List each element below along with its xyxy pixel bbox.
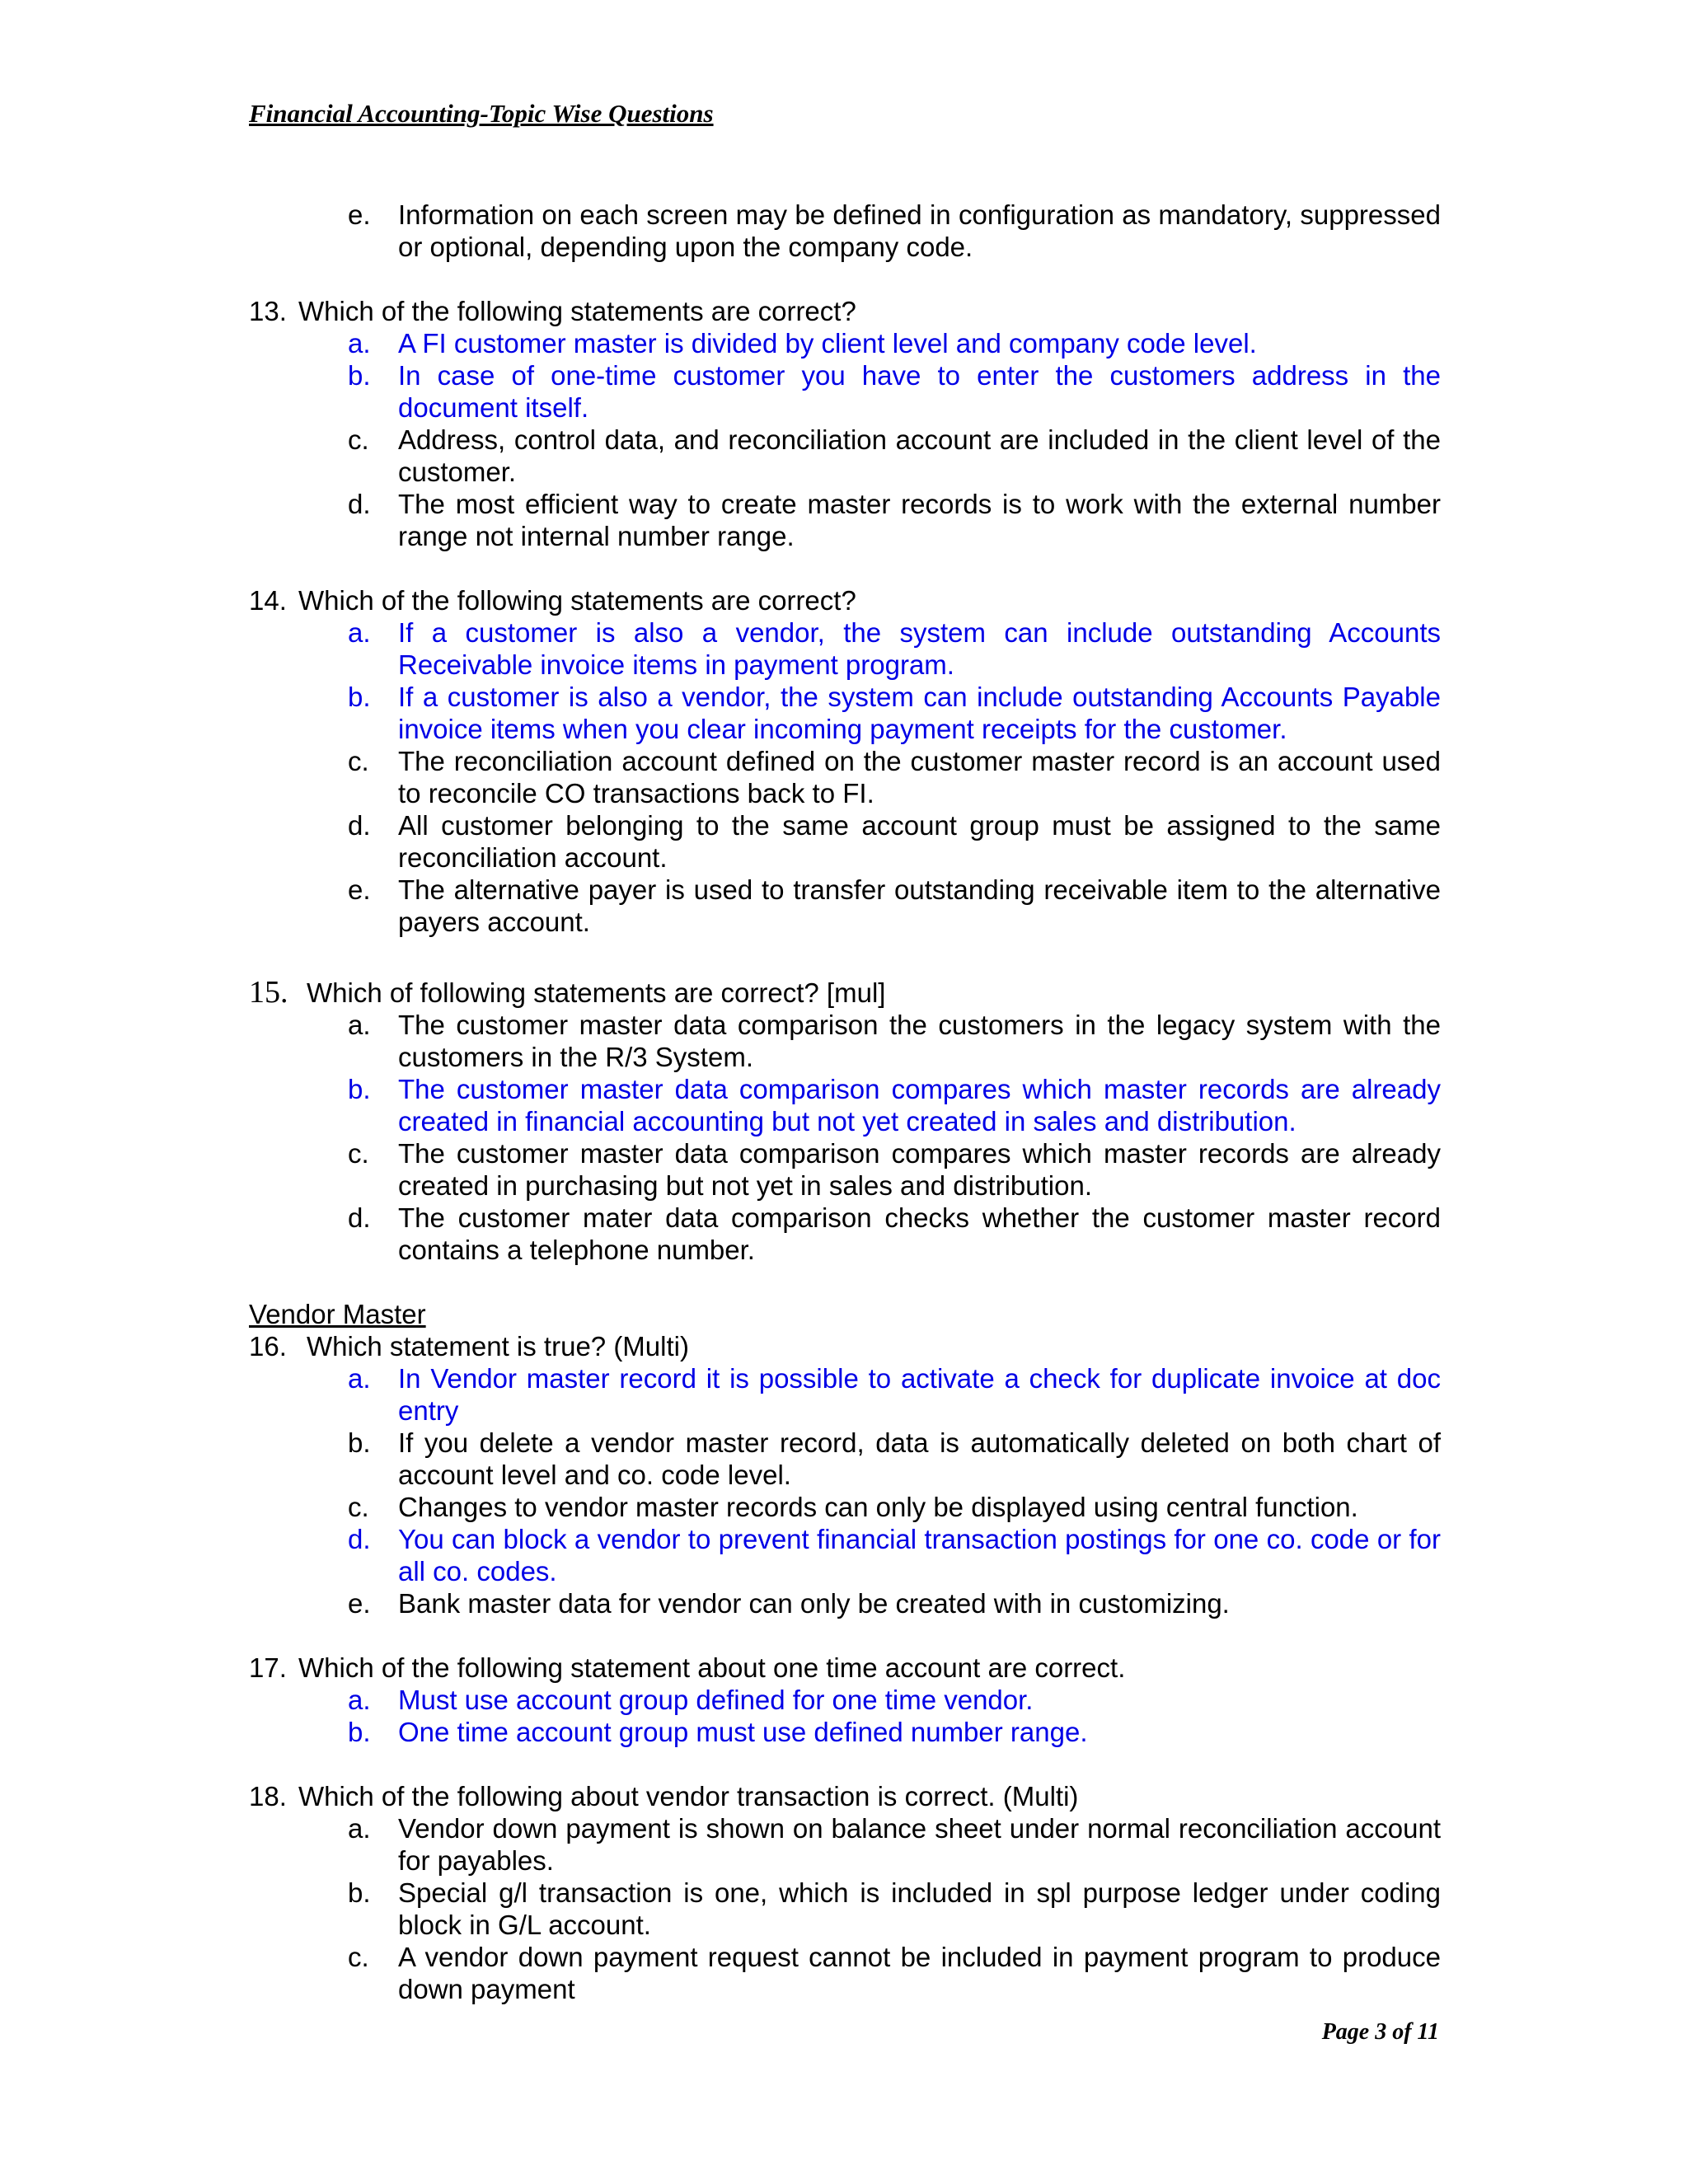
question-13: 13. Which of the following statements are correct?	[249, 296, 856, 326]
question-14-text: Which of the following statements are correct?	[298, 585, 856, 616]
question-15-text: Which of following statements are correct? [mul]	[307, 977, 886, 1008]
option-15d: d. The customer mater data comparison checks whether the customer master record contains a telephone number.	[348, 1202, 1441, 1265]
document-body	[249, 199, 1441, 2005]
option-16c: c. Changes to vendor master records can only be displayed using central function.	[348, 1492, 1358, 1522]
option-14a: a. If a customer is also a vendor, the system can include outstanding Accounts Receivable invoice items in payment program.	[348, 617, 1441, 680]
question-17-text: Which of the following statement about one time account are correct.	[298, 1652, 1126, 1683]
page-number: Page 3 of 11	[1321, 2019, 1439, 2045]
option-16d: d. You can block a vendor to prevent financial transaction postings for one co. code or for all co. codes.	[348, 1524, 1441, 1586]
option-17b: b. One time account group must use defined number range.	[348, 1717, 1088, 1747]
question-18: 18. Which of the following about vendor transaction is correct. (Multi)	[249, 1781, 1079, 1811]
option-15c: c. The customer master data comparison compares which master records are already created in purchasing but not yet in sales and distribution.	[348, 1138, 1441, 1201]
option-14b: b. If a customer is also a vendor, the system can include outstanding Accounts Payable invoice items when you clear incoming payment receipts for the customer.	[348, 682, 1441, 744]
option-14c: c. The reconciliation account defined on the customer master record is an account used to reconcile CO transactions back to FI.	[348, 746, 1441, 808]
option-16a: a. In Vendor master record it is possible to activate a check for duplicate invoice at doc entry	[348, 1363, 1441, 1426]
option-18b: b. Special g/l transaction is one, which is included in spl purpose ledger under coding block in G/L account.	[348, 1877, 1441, 1940]
option-16b: b. If you delete a vendor master record, data is automatically deleted on both chart of account level and co. code level.	[348, 1427, 1441, 1490]
option-13c: c. Address, control data, and reconciliation account are included in the client level of the customer.	[348, 424, 1441, 487]
option-15a: a. The customer master data comparison the customers in the legacy system with the customers in the R/3 System.	[348, 1010, 1441, 1072]
option-14e: e. The alternative payer is used to transfer outstanding receivable item to the alternative payers account.	[348, 874, 1441, 937]
option-13d: d. The most efficient way to create master records is to work with the external number range not internal number range.	[348, 489, 1441, 551]
question-13-text: Which of the following statements are correct?	[298, 296, 856, 326]
option-18c: c. A vendor down payment request cannot be included in payment program to produce down payment	[348, 1942, 1441, 2004]
question-17: 17. Which of the following statement about one time account are correct.	[249, 1652, 1126, 1683]
question-16: 16. Which statement is true? (Multi)	[249, 1331, 689, 1361]
question-18-text: Which of the following about vendor transaction is correct. (Multi)	[298, 1781, 1079, 1811]
option-13b: b. In case of one-time customer you have to enter the customers address in the document itself.	[348, 360, 1441, 423]
question-16-text: Which statement is true? (Multi)	[307, 1331, 689, 1361]
question-15: 15. Which of following statements are correct? [mul]	[249, 975, 886, 1010]
option-13a: a. A FI customer master is divided by client level and company code level.	[348, 328, 1257, 359]
option-12e: e. Information on each screen may be defined in configuration as mandatory, suppressed or optional, depending upon the company code.	[348, 199, 1441, 262]
option-14d: d. All customer belonging to the same account group must be assigned to the same reconciliation account.	[348, 810, 1441, 873]
page-header: Financial Accounting-Topic Wise Questions	[249, 99, 714, 128]
section-title-vendor-master: Vendor Master	[249, 1299, 426, 1329]
option-18a: a. Vendor down payment is shown on balance sheet under normal reconciliation account for payables.	[348, 1813, 1441, 1876]
option-15b: b. The customer master data comparison compares which master records are already created in financial accounting but not yet created in sales and distribution.	[348, 1074, 1441, 1137]
question-14: 14. Which of the following statements are correct?	[249, 585, 856, 616]
option-16e: e. Bank master data for vendor can only be created with in customizing.	[348, 1588, 1230, 1619]
option-17a: a. Must use account group defined for one time vendor.	[348, 1685, 1034, 1715]
